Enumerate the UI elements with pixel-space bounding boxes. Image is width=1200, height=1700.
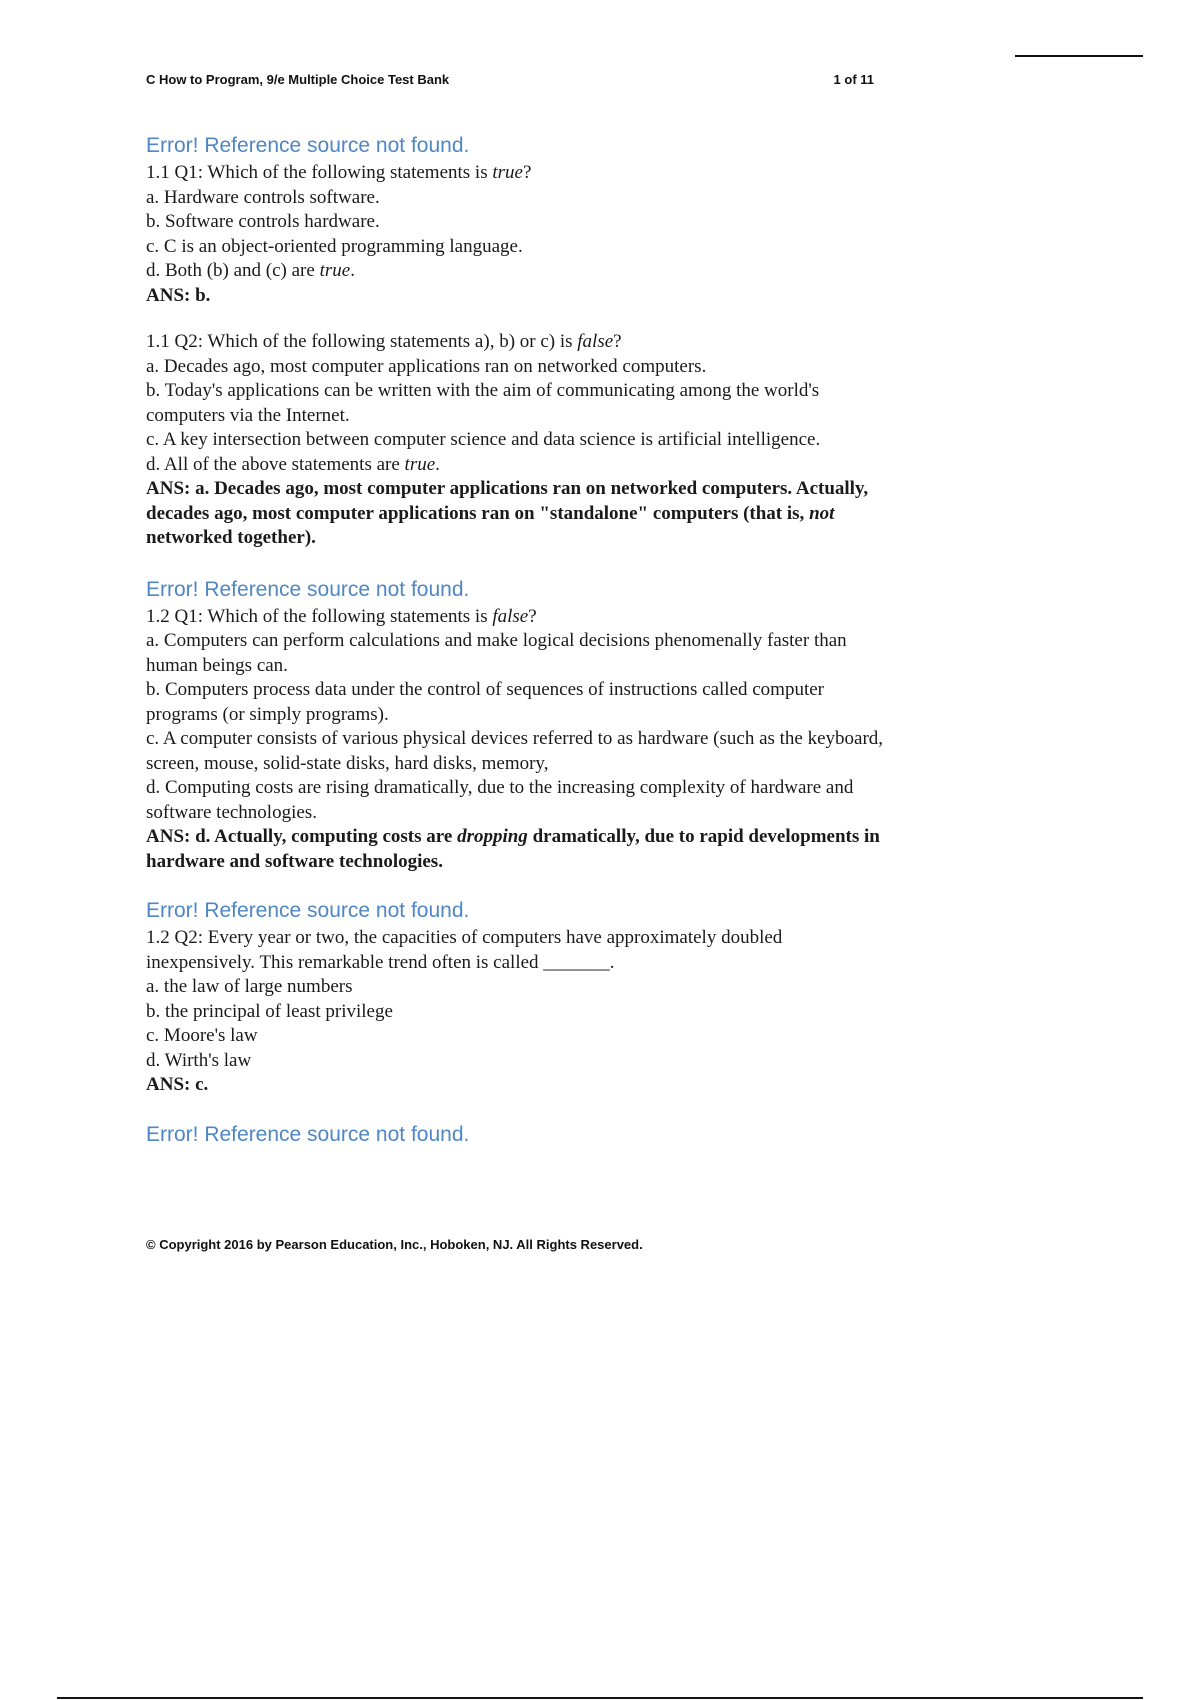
question-text: 1.2 Q2: Every year or two, the capacities of computers have approximately doubled inexpensively. This remarkable trend often is called _______. bbox=[146, 927, 783, 973]
header-page-number: 1 of 11 bbox=[833, 72, 874, 87]
section-heading: Error! Reference source not found. bbox=[146, 899, 470, 922]
answer-option: a. Computers can perform calculations and make logical decisions phenomenally faster than human beings can. bbox=[146, 630, 847, 676]
answer-key: ANS: c. bbox=[146, 1074, 209, 1095]
question-text: 1.1 Q2: Which of the following statements a), b) or c) is false? bbox=[146, 331, 622, 352]
answer-option: d. Computing costs are rising dramatically, due to the increasing complexity of hardware and software technologies. bbox=[146, 777, 854, 823]
answer-key: ANS: b. bbox=[146, 284, 211, 306]
question-text: 1.2 Q1: Which of the following statements is false? bbox=[146, 605, 537, 627]
answer-option: a. Decades ago, most computer applications ran on networked computers. bbox=[146, 355, 707, 377]
answer-option: b. Computers process data under the control of sequences of instructions called computer programs (or simply programs). bbox=[146, 679, 824, 725]
answer-option: b. the principal of least privilege bbox=[146, 1000, 393, 1022]
answer-option: b. Software controls hardware. bbox=[146, 211, 380, 232]
question bbox=[146, 330, 886, 551]
answer-option: b. Today's applications can be written with the aim of communicating among the world's computers via the Internet. bbox=[146, 380, 820, 426]
document-body bbox=[146, 131, 886, 1150]
answer-option: c. Moore's law bbox=[146, 1025, 258, 1046]
section-heading: Error! Reference source not found. bbox=[146, 134, 470, 157]
footer-rule bbox=[57, 1697, 1143, 1699]
question bbox=[146, 926, 886, 1098]
running-header bbox=[146, 72, 874, 94]
answer-option: d. Both (b) and (c) are true. bbox=[146, 260, 355, 281]
answer-key: ANS: a. Decades ago, most computer applications ran on networked computers. Actually, decades ago, most computer applications ran on "standalone" computers (that is, not networked together). bbox=[146, 478, 869, 548]
question-text: 1.1 Q1: Which of the following statements is true? bbox=[146, 162, 532, 183]
answer-key: ANS: d. Actually, computing costs are dropping dramatically, due to rapid developments in hardware and software technologies. bbox=[146, 826, 880, 872]
answer-option: c. A computer consists of various physical devices referred to as hardware (such as the keyboard, screen, mouse, solid-state disks, hard disks, memory, bbox=[146, 728, 884, 774]
section-heading: Error! Reference source not found. bbox=[146, 1122, 470, 1146]
answer-option: d. All of the above statements are true. bbox=[146, 453, 440, 475]
question bbox=[146, 161, 886, 308]
section-heading: Error! Reference source not found. bbox=[146, 577, 470, 601]
answer-option: d. Wirth's law bbox=[146, 1049, 252, 1071]
answer-option: c. A key intersection between computer science and data science is artificial intelligence. bbox=[146, 429, 821, 450]
answer-option: c. C is an object-oriented programming language. bbox=[146, 235, 523, 257]
header-rule bbox=[1015, 55, 1143, 57]
question bbox=[146, 605, 886, 875]
answer-option: a. the law of large numbers bbox=[146, 976, 353, 997]
copyright-notice: © Copyright 2016 by Pearson Education, Inc., Hoboken, NJ. All Rights Reserved. bbox=[146, 1237, 643, 1252]
answer-option: a. Hardware controls software. bbox=[146, 186, 380, 208]
header-title: C How to Program, 9/e Multiple Choice Test Bank bbox=[146, 72, 450, 87]
